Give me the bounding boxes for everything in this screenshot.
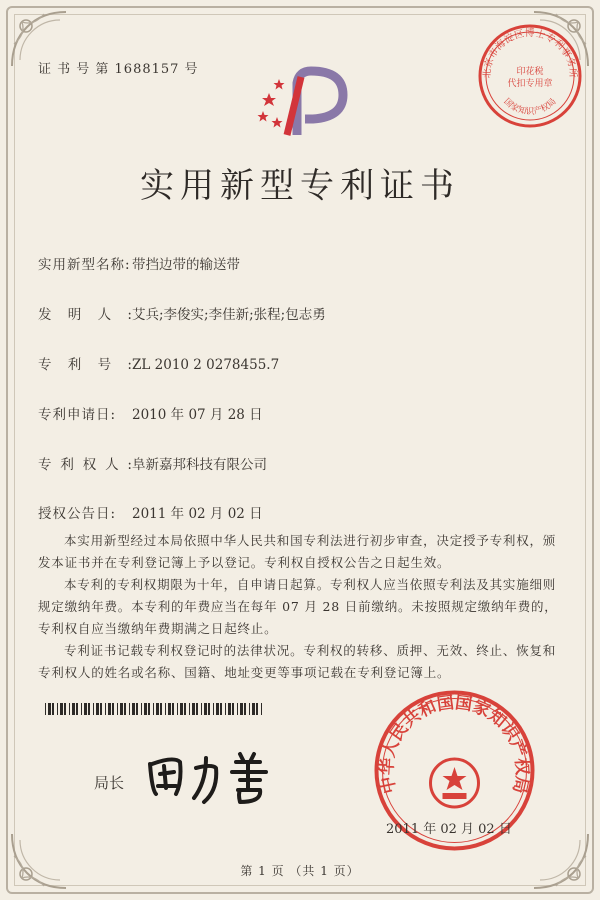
barcode: [45, 703, 265, 715]
barcode-bar: [153, 703, 154, 715]
field-label: 发明人:: [38, 307, 132, 323]
barcode-bar: [213, 703, 214, 715]
barcode-bar: [64, 703, 66, 715]
national-emblem: [431, 759, 479, 807]
barcode-bar: [52, 703, 54, 715]
barcode-bar: [160, 703, 162, 715]
tax-seal-stamp: [476, 22, 584, 130]
barcode-bar: [168, 703, 171, 715]
barcode-bar: [204, 703, 207, 715]
barcode-bar: [93, 703, 94, 715]
paragraph-term: 本专利的专利权期限为十年，自申请日起算。专利权人应当依照专利法及其实施细则规定缴纳年费。本专利的年费应当在每年 07 月 28 日前缴纳。未按照规定缴纳年费的，专利权自应当缴纳年费期满之日起终止。: [38, 577, 558, 636]
barcode-bar: [72, 703, 75, 715]
barcode-bar: [69, 703, 70, 715]
barcode-bar: [240, 703, 243, 715]
field-label: 专利号:: [38, 357, 132, 373]
barcode-bar: [220, 703, 222, 715]
top-seal-text: 北京市海淀区博士专利事务所: [481, 28, 579, 79]
field-application-date: [38, 403, 263, 423]
field-label: 专利权人:: [38, 457, 132, 473]
barcode-bar: [112, 703, 114, 715]
field-value: ZL 2010 2 0278455.7: [132, 357, 280, 373]
barcode-bar: [196, 703, 198, 715]
top-seal-bottom: 国家知识产权局: [501, 96, 559, 117]
barcode-bar: [84, 703, 87, 715]
barcode-bar: [184, 703, 186, 715]
barcode-bar: [120, 703, 123, 715]
field-value: 2010 年 07 月 28 日: [132, 407, 263, 423]
barcode-bar: [189, 703, 190, 715]
barcode-bar: [144, 703, 147, 715]
barcode-bar: [48, 703, 51, 715]
paragraph-legal-status: 专利证书记载专利权登记时的法律状况。专利权的转移、质押、无效、终止、恢复和专利权人的姓名或名称、国籍、地址变更等事项记载在专利登记簿上。: [38, 643, 557, 680]
barcode-bar: [244, 703, 246, 715]
director-label: 局长: [94, 774, 125, 792]
field-value: 2011 年 02 月 02 日: [132, 506, 263, 522]
field-grant-date: [38, 502, 263, 522]
barcode-bar: [60, 703, 63, 715]
field-label: 授权公告日:: [38, 506, 117, 522]
seal-date: 2011 年 02 月 02 日: [386, 822, 512, 837]
corner-ornament: [4, 826, 74, 896]
field-label: 实用新型名称:: [38, 257, 131, 273]
patent-office-logo: [255, 65, 355, 140]
top-seal-center-1: 印花税: [516, 67, 544, 77]
barcode-bar: [76, 703, 78, 715]
barcode-bar: [228, 703, 231, 715]
field-value: 阜新嘉邦科技有限公司: [132, 457, 267, 473]
barcode-bar: [105, 703, 106, 715]
barcode-bar: [208, 703, 210, 715]
barcode-bar: [136, 703, 138, 715]
field-patent-number: [38, 353, 279, 373]
barcode-bar: [117, 703, 118, 715]
barcode-bar: [141, 703, 142, 715]
barcode-bar: [252, 703, 255, 715]
field-patentee: [38, 453, 267, 473]
page-number: 第 1 页 （共 1 页）: [240, 864, 360, 878]
barcode-bar: [100, 703, 102, 715]
barcode-bar: [45, 703, 46, 715]
barcode-bar: [192, 703, 195, 715]
barcode-bar: [225, 703, 226, 715]
certificate-number: 证 书 号 第 1688157 号: [38, 62, 199, 77]
barcode-bar: [81, 703, 82, 715]
barcode-bar: [232, 703, 234, 715]
page-title: 实用新型专利证书: [140, 166, 460, 206]
barcode-bar: [88, 703, 90, 715]
barcode-bar: [148, 703, 150, 715]
barcode-bar: [96, 703, 99, 715]
top-seal-center-2: 代扣专用章: [507, 79, 553, 89]
field-value: 带挡边带的输送带: [132, 257, 240, 273]
barcode-bar: [216, 703, 219, 715]
barcode-bar: [261, 703, 262, 715]
barcode-bar: [108, 703, 111, 715]
field-value: 艾兵;李俊实;李佳新;张程;包志勇: [132, 307, 326, 323]
field-label: 专利申请日:: [38, 407, 117, 423]
barcode-bar: [156, 703, 159, 715]
barcode-bar: [172, 703, 174, 715]
main-seal-text: 中华人民共和国国家知识产权局: [377, 693, 532, 796]
director-signature: [140, 742, 290, 812]
barcode-bar: [57, 703, 58, 715]
barcode-bar: [132, 703, 135, 715]
barcode-bar: [177, 703, 178, 715]
barcode-bar: [165, 703, 166, 715]
svg-text:国家知识产权局: [502, 97, 559, 117]
field-inventors: [38, 303, 326, 323]
barcode-bar: [256, 703, 258, 715]
paragraph-grant: 本实用新型经过本局依照中华人民共和国专利法进行初步审查，决定授予专利权，颁发本证书并在专利登记簿上予以登记。专利权自授权公告之日起生效。: [38, 533, 557, 570]
barcode-bar: [249, 703, 250, 715]
barcode-bar: [180, 703, 183, 715]
field-utility-model-name: [38, 253, 240, 273]
barcode-bar: [129, 703, 130, 715]
barcode-bar: [124, 703, 126, 715]
barcode-bar: [201, 703, 202, 715]
barcode-bar: [237, 703, 238, 715]
